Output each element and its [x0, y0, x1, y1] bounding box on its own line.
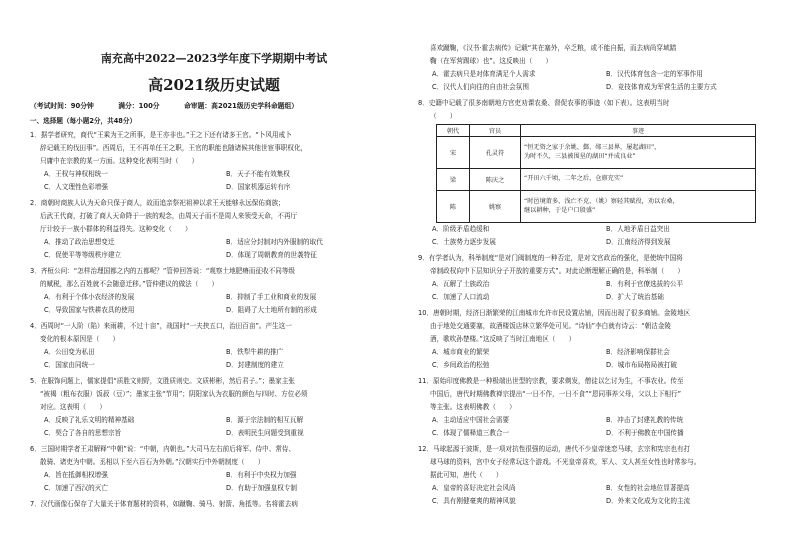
q5-line: 对应。这表明（ ）	[40, 403, 106, 411]
q11-option-a[interactable]: A．主动适应中国社会需要	[432, 416, 510, 424]
table-row	[437, 191, 756, 223]
q5-option-d[interactable]: D．表明民生问题受到重视	[226, 429, 304, 437]
q7-option-c[interactable]: C．汉代人们向往的自由社会氛围	[432, 83, 529, 91]
q6-line: 6．三国时期学者王肃解释“中朝”说：“中朝，内朝也。”大司马左右前后将军、侍中、常侍、	[30, 445, 296, 453]
q11-line: 11．原始印度佛教是一种极端出世型的宗教，要求剃发，僧徒以乞讨为生，不事农业。传至	[418, 377, 684, 385]
q6-option-a[interactable]: A．旨在抵御相权增强	[44, 471, 108, 479]
paper-title: 高2021级历史试题	[148, 76, 280, 94]
q8-table	[436, 124, 756, 223]
q8-line: （ ）	[430, 112, 457, 120]
q3-line: 3．齐桓公问：“怎样治理国都之内的五都呢？”管仲回答说：“观察土地肥瘠而征收不同等级	[30, 267, 296, 275]
table-header-row	[437, 125, 756, 137]
q1-option-d[interactable]: D．国家机器运转有序	[226, 183, 291, 191]
table-cell: 梁	[437, 169, 470, 191]
q1-line: 1．据学者研究，商代“王乘为王之所事，是王亦非也。”王之下还有诸多王官。“卜风用戒卜	[30, 131, 292, 139]
table-cell	[521, 169, 756, 191]
q3-option-b[interactable]: B．抑制了手工业和商业的发展	[226, 293, 317, 301]
q9-option-b[interactable]: B．有利于官僚选拔的公平	[606, 280, 684, 288]
q6-line: 散骑、诸吏为中朝。丞相以下至六百石为外朝。”汉朝实行中外朝制度（ ）	[40, 458, 265, 466]
q6-option-d[interactable]: D．有助于加强皇权专制	[226, 484, 298, 492]
table-header: 朝代	[437, 125, 470, 137]
table-header: 事迹	[521, 125, 756, 137]
q6-option-b[interactable]: B．有利于中央权力加强	[226, 471, 297, 479]
q12-option-a[interactable]: A．皇帝的喜好决定社会风尚	[432, 484, 516, 492]
q2-option-d[interactable]: D．体现了周朝教育的世袭特征	[226, 251, 317, 259]
q11-option-b[interactable]: B．冲击了封建礼教的传统	[606, 416, 684, 424]
q1-option-c[interactable]: C．人文理性色彩增强	[44, 183, 108, 191]
q7-option-d[interactable]: D．竞技体育成为军营生活的主要方式	[606, 83, 717, 91]
q8-option-b[interactable]: B．人地矛盾日益突出	[606, 225, 670, 233]
q5-option-b[interactable]: B．源于宗法制的相互瓦解	[226, 416, 304, 424]
q2-option-a[interactable]: A．推动了政治思想变迁	[44, 238, 115, 246]
q2-line: 厅计较于一族小群体的利益得失。这种变化（ ）	[40, 225, 192, 233]
table-cell: 陈	[437, 191, 470, 223]
q10-line: 酒，歌吹孙楚楼。”这反映了当时江南地区（ ）	[430, 335, 576, 343]
q10-line: 由于地处交通要塞，故酒楼饭店林立繁华处可见。“诗仙”李白就有诗云：“朝沽金陵	[430, 322, 672, 330]
q12-option-d[interactable]: D．外来文化成为文化的主流	[606, 497, 691, 505]
q2-option-c[interactable]: C．促使平等等级秩序建立	[44, 251, 122, 259]
q6-option-c[interactable]: C．加速了西汉的灭亡	[44, 484, 108, 492]
q5-option-c[interactable]: C．契合了各自的思想宗旨	[44, 429, 122, 437]
q4-line: 4．西周时“一人阶（陷）来雨耕，不过十亩”，战国时“一夫挟五口，治田百亩”。产生这一	[30, 322, 292, 330]
q2-line: 后武王代商，打破了商人天命降于一族的观念，由周天子而不是周人来领受天命，不再厅	[40, 212, 298, 220]
q10-line: 10．唐朝时期，经济日渐繁荣的江南城市允许市民设置店铺，因而出现了很多商铺。金陵地区	[418, 309, 691, 317]
table-row	[437, 137, 756, 169]
q12-option-b[interactable]: B．女性的社会地位显著提高	[606, 484, 690, 492]
q4-option-b[interactable]: B．铁犁牛耕的推广	[226, 348, 284, 356]
event-text: “开田六千顷，二年之后，仓廪充实”	[524, 175, 624, 183]
event-text: “时邑境莆多，浅亡不克，（姚）察轻其赋役，劝以农桑，	[524, 198, 679, 205]
q10-option-a[interactable]: A．城市商业的繁荣	[432, 348, 490, 356]
q11-option-c[interactable]: C．体现了儒释道三教合一	[432, 429, 510, 437]
q5-line: “被褐（粗布衣服）饭菽（豆）”；墨家主张“节用”；阴阳家认为衣服的颜色与四时、方位必须	[40, 390, 308, 398]
q9-option-a[interactable]: A．瓦解了士族政治	[432, 280, 490, 288]
q7-line: 7．汉代画像石保存了大量关于体育题材的资料，如蹴鞠、骑马、射箭、角抵等。名将霍去病	[30, 500, 298, 508]
q5-option-a[interactable]: A．反映了礼乐文明的精神基础	[44, 416, 135, 424]
q7-option-b[interactable]: B．汉代体育包含一定的军事作用	[606, 70, 703, 78]
exam-setter: 命审题：高2021级历史学科命题组）	[183, 102, 299, 110]
q7-line: 喜欢蹴鞠，《汉书·霍去病传》记载“其在塞外，卒乏粮，或不能自振，而去病尚穿域踏	[430, 44, 677, 52]
q1-line: 只庸中在宗教的某一方面。这种变化表明当时（ ）	[40, 157, 199, 165]
q9-line: 帝制政权向中下层知识分子开放的重要方式”。对此论断理解正确的是，科举制（ ）	[430, 267, 684, 275]
q8-option-c[interactable]: C．土族势力逐步发展	[432, 238, 496, 246]
exam-meta	[30, 100, 398, 110]
q10-option-c[interactable]: C．乡间政治的松弛	[432, 361, 490, 369]
q9-option-c[interactable]: C．加速了人口流动	[432, 293, 490, 301]
exam-score: 满分：100分	[118, 102, 160, 110]
q4-option-c[interactable]: C．国家由同统一	[44, 361, 95, 369]
q10-option-d[interactable]: D．城市布局格局被打破	[606, 361, 678, 369]
table-row	[437, 169, 756, 191]
q4-option-a[interactable]: A．公田变为私田	[44, 348, 95, 356]
q9-line: 9．有学者认为，科举制度“是对门阀制度的一种否定，是对文官政治的强化，是使统中国将	[418, 254, 683, 262]
q10-option-b[interactable]: B．经济影响保群社会	[606, 348, 670, 356]
q1-line: 辞记载王的伐田事”。西周后，王不再单任王之职，王官的职能也随诸候其他世宦事职权化，	[40, 144, 308, 152]
q8-option-d[interactable]: D．江南经济得到发展	[606, 238, 671, 246]
event-text: “恒无资之家于余姚、鄞、郧三县界，屡起湖田”，	[524, 144, 661, 151]
exam-time: （考试时间：90分钟	[30, 102, 94, 110]
q3-option-c[interactable]: C．导致国家与铁耕农具的使用	[44, 306, 135, 314]
q1-option-a[interactable]: A．王权与神权相统一	[44, 170, 108, 178]
q7-line: 鞠（在军营踢球）也”。这反映出（ ）	[430, 57, 553, 65]
q2-line: 2．商朝时商族人认为天命只保于商人，故而追亲祭祀祖神以求王天能够永远保佑商族；	[30, 199, 285, 207]
q11-line: 中国后，唐代时期佛教禅宗提出“一日不作，一日不食”“恩同事养父母，父以上下相行”	[430, 390, 682, 398]
q3-option-d[interactable]: D．阻碍了大土地所有制的形成	[226, 306, 317, 314]
q4-line: 变化的根本原因是（ ）	[40, 335, 120, 343]
table-header: 官员	[470, 125, 521, 137]
q12-line: 球马球的资料，宫中女子经常玩这个游戏。不光皇帝喜欢，军人、文人甚至女性也时常参与。	[430, 458, 701, 466]
q12-line: 据此可知，唐代（ ）	[430, 471, 503, 479]
q3-line: 的赋税，那么百姓就不会随意迁移。”管仲建议的做法（ ）	[40, 280, 219, 288]
q12-option-c[interactable]: C．具有刚健豪爽的精神风貌	[432, 497, 516, 505]
q5-line: 5．在服饰问题上，儒家提倡“质胜文则野，文胜质则史。文质彬彬，然后君子。”；墨家主张	[30, 377, 295, 385]
q2-option-b[interactable]: B．适应分封制对内外服制的取代	[226, 238, 323, 246]
q1-option-b[interactable]: B．天子不能有效集权	[226, 170, 290, 178]
q11-line: 等主张。这表明佛教（ ）	[430, 403, 516, 411]
table-cell	[521, 137, 756, 169]
q8-line: 8．史籍中记载了很多南朝地方官吏劝课农桑、督促农事的事迹（如下表）。这表明当时	[418, 99, 670, 107]
q8-option-a[interactable]: A．阶级矛盾趋缓和	[432, 225, 490, 233]
table-cell: 陈庆之	[470, 169, 521, 191]
q7-option-a[interactable]: A．霍去病只是对体育满足个人需求	[432, 70, 536, 78]
q9-option-d[interactable]: D．扩大了统治基础	[606, 293, 664, 301]
event-text: 继以耕种，于是户口殷盛”	[524, 206, 596, 214]
table-cell	[521, 191, 756, 223]
event-text: 为时不久，三县被围垦的湖田“并成良业”	[524, 152, 636, 160]
table-cell: 姚察	[470, 191, 521, 223]
q11-option-d[interactable]: D．不利于佛教在中国传播	[606, 429, 684, 437]
table-cell: 宋	[437, 137, 470, 169]
table-cell: 孔灵符	[470, 137, 521, 169]
q4-option-d[interactable]: D．封建制度的建立	[226, 361, 284, 369]
exam-title: 南充高中2022—2023学年度下学期期中考试	[100, 52, 328, 65]
q3-option-a[interactable]: A．有利于个体小农经济的发展	[44, 293, 135, 301]
section-heading: 一、选择题（每小题2分，共48分）	[30, 117, 137, 125]
q12-line: 12．马球起源于波斯，是一项对抗性很强的运动，唐代不少皇帝迷恋马球，玄宗和宪宗也有打	[418, 445, 691, 453]
